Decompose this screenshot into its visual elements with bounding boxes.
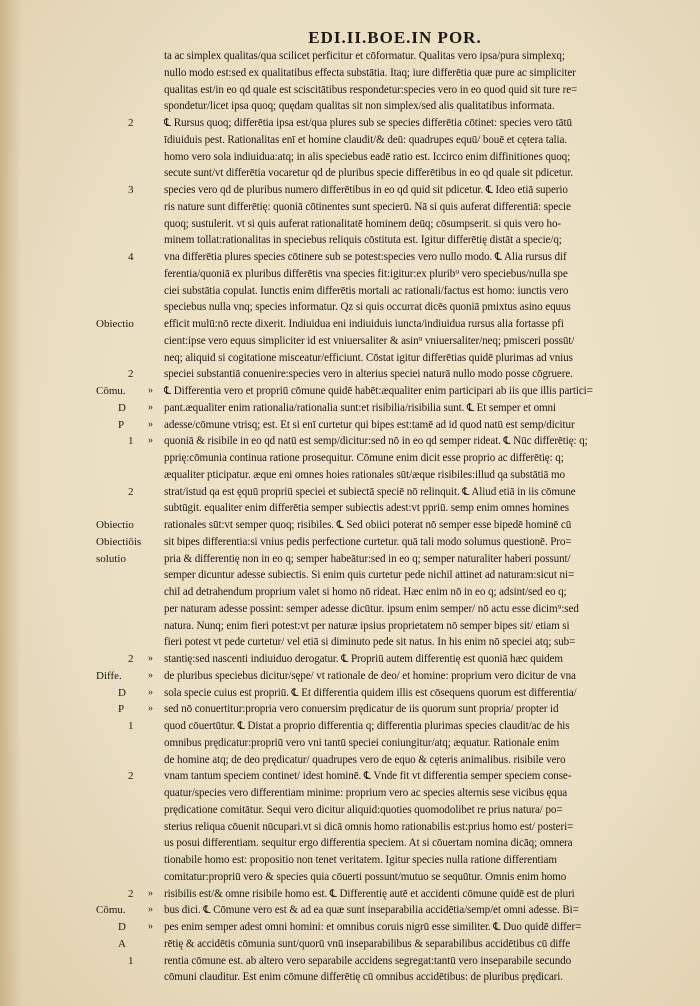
text-line: omnibus prędicatur:propriū vero vni tantū speciei coniungitur/atq; æquatur. Rationale enim — [164, 736, 560, 749]
text-line: per naturam adesse possint: semper adesse dicūtur. ipsum enim semper/ nō actu esse dicim⁹:sed — [164, 602, 579, 615]
text-line: fieri potest vt pede curtetur/ vel etiā si diminuto pede sit natus. In his enim nō speciei atq; sub= — [164, 636, 576, 649]
text-line: speciei substantiā conuenire:species vero in alterius speciei naturā nullo modo posse cōgruere. — [164, 368, 573, 381]
text-line: sed nō conuertitur:propria vero conuersim prędicatur de iis quorum sunt propria/ propter id — [164, 703, 559, 716]
text-line: neq; aliquid si cogitatione misceatur/efficiunt. Cōstat igitur differētias quidē plurimas ad vnius — [164, 351, 573, 364]
text-line: ferentia/quoniā ex pluribus differētis vna species fit:igitur:ex plurib⁹ vero speciebus/nulla spe — [164, 267, 568, 280]
margin-quote-mark: » — [148, 686, 153, 698]
text-line: de homine atq; de deo prędicatur/ quadrupes vero de equo & cęteris animalibus. risibile vero — [164, 753, 566, 766]
margin-number: 4 — [128, 251, 134, 263]
text-line: us posui differentiam. sequitur ergo differentia speciem. At si cōuertam nomina dicāq; omnera — [164, 837, 573, 850]
text-line: quoq; sustulerit. vt si quis auferat rationalitatē hominem deūq; cōsumpserit. si quis vero ho- — [164, 217, 561, 230]
margin-label: Cōmu. — [96, 385, 126, 397]
margin-number: 2 — [128, 887, 134, 900]
margin-number: 2 — [128, 770, 134, 783]
text-line: minem tollat:rationalitas in speciebus reliquis cōstituta est. Igitur differētię distāt a specie/q; — [164, 234, 562, 247]
margin-label: solutio — [96, 552, 126, 565]
text-line: quatur/species vero differentiam minime: proprium vero ac species alternis sese vicibus ęqua — [164, 787, 568, 799]
margin-label: D — [118, 686, 126, 699]
text-line: vna differētia plures species cōtinere sub se potest:species vero nullo modo. ℄ Alia rursus dif — [164, 251, 567, 263]
text-line: secute sunt/vt differētia vocaretur qd de pluribus specie differētibus in eo qd quale sit pdicetur. — [164, 167, 573, 180]
text-line: bus dici. ℄ Cōmune vero est & ad ea quæ sunt inseparabilia accidētia/semp/et omni adesse. Bi= — [164, 904, 579, 917]
text-line: tionabile homo est: propositio non tenet veritatem. Igitur species nulla ratione differentiam — [164, 854, 557, 866]
margin-quote-mark: » — [148, 887, 153, 899]
margin-number: 1 — [128, 720, 134, 732]
text-line: pria & differentię non in eo q; semper habeātur:sed in eo q; semper naturaliter haberi possunt/ — [164, 552, 571, 565]
margin-number: 2 — [128, 653, 134, 665]
text-line: ris nature sunt differētię: quoniā cōtinentes sunt specierū. Nā si quis auferat differentiā: specie — [164, 200, 571, 213]
text-line: rentia cōmune est. ab altero vero separabile accidens segregat:tantū vero inseparabile secundo — [164, 954, 572, 967]
text-line: ciei substātia copulat. Iunctis enim differētis mortali ac rationali/factus est homo: iunctis vero — [164, 284, 569, 297]
margin-label: Cōmu. — [96, 904, 126, 917]
text-line: semper dicuntur adesse subiectis. Si enim quis curtetur pede nichil attinet ad naturam:sicut ni= — [164, 569, 575, 582]
margin-label: Diffe. — [96, 669, 122, 682]
text-line: cient:ipse vero equus simpliciter id est vniuersaliter & asin⁹ vniuersaliter/neq; pmisceri possūt/ — [164, 334, 575, 347]
margin-quote-mark: » — [148, 921, 153, 932]
margin-number: 1 — [128, 954, 134, 967]
text-line: spondetur/licet ipsa quoq; quędam qualitas sit non simplex/sed alis qualitatibus informata. — [164, 100, 555, 113]
margin-quote-mark: » — [148, 669, 153, 681]
text-line: pant.æqualiter enim rationalia/rationalia sunt:et risibilia/risibilia sunt. ℄ Et semper et omni — [164, 401, 556, 414]
margin-quote-mark: » — [148, 904, 153, 916]
text-line: rationales sūt:vt semper quoq; risibiles. ℄ Sed obiici poterat nō semper esse bipedē hominē cū — [164, 519, 572, 531]
text-line: nullo modo est:sed ex qualitatibus effecta substātia. Itaq; iure differētia quæ pure ac simpliciter — [164, 66, 576, 79]
text-line: efficit mulū:nō recte dixerit. Indiuidua eni indiuiduis iuncta/indiuidua rursus alia fortasse pfi — [164, 318, 564, 330]
text-line: chil ad detrahendum proprium valet si homo nō rideat. Hæc enim nō in eo q; adsint/sed eo q; — [164, 586, 567, 598]
margin-label: D — [118, 401, 126, 414]
margin-label: Obiectiōis — [96, 535, 142, 548]
margin-label: Obiectio — [96, 318, 134, 330]
text-line: vnam tantum speciem continet/ idest hominē. ℄ Vnde fit vt differentia semper speciem conse- — [164, 770, 572, 783]
text-line: natura. Nunq; enim fieri potest:vt per naturæ ipsius proprietatem nō semper bipes sit/ etiam si — [164, 619, 570, 632]
margin-number: 2 — [128, 368, 134, 381]
text-line: quoniā & risibile in eo qd natū est semp/dicitur:sed nō in eo qd semper rideat. ℄ Nūc differētię: q; — [164, 435, 588, 448]
text-line: sola specie cuius est propriū. ℄ Et differentia quidem illis est cōsequens quorum est differentia/ — [164, 686, 577, 699]
text-line: species vero qd de pluribus numero differētibus in eo qd quid sit pdicetur. ℄ Ideo etiā superio — [164, 184, 568, 196]
text-line: risibilis est/& omne risibile homo est. ℄ Differentię autē et accidenti cōmune quidē est de pluri — [164, 887, 575, 900]
text-line: rētię & accidētis cōmunia sunt/quorū vnū inseparabilibus & separabilibus accidētibus cū diffe — [164, 937, 571, 950]
text-line: sit bipes differentia:si vnius pedis perfectione curtetur. quā tali modo solumus questionē. Pro= — [164, 535, 572, 548]
margin-quote-mark: » — [148, 385, 153, 396]
margin-quote-mark: » — [148, 418, 153, 430]
text-line: pprię:cōmunia continua ratione prosequitur. Cōmune enim dicit esse proprio ac differētię: q; — [164, 452, 564, 464]
text-line: pes enim semper adest omni homini: et omnibus coruis nigrū esse similiter. ℄ Duo quidē differ= — [164, 921, 582, 933]
margin-quote-mark: » — [148, 653, 153, 664]
text-line: comitatur:propriū vero & species quia cōuerti possunt/mutuo se sequūtur. Omnis enim homo — [164, 870, 567, 883]
text-line: speciebus nulla vnq; species informatur. Qz si quis occurrat dicēs quoniā pmixtus asino equus — [164, 301, 571, 314]
text-line: subtūgit. equaliter enim differētia semper subiectis adest:vt ppriū. semp enim omnes homines — [164, 502, 569, 515]
text-line: homo vero sola indiuidua:atq; in alis speciebus eadē ratio est. Iccirco enim diffinitiones quoq; — [164, 150, 571, 163]
margin-quote-mark: » — [148, 703, 153, 715]
text-line: sterius reliqua cōuenit nūcupari.vt si dicā omnis homo rationabilis est:prius homo est/ posteri= — [164, 820, 574, 833]
margin-label: A — [118, 937, 126, 950]
margin-quote-mark: » — [148, 435, 153, 447]
text-line: ℄ Rursus quoq; differētia ipsa est/qua plures sub se species differētia cōtinet: species vero tātū — [164, 117, 572, 129]
text-line: adesse/cōmune vtrisq; est. Et si enī curtetur qui bipes est:tamē ad id quod natū est semp/dicitur — [164, 418, 575, 431]
margin-number: 2 — [128, 117, 134, 129]
margin-label: P — [118, 418, 125, 431]
text-line: cōmuni clauditur. Est enim cōmune differētię cū omnibus accidētibus: de pluribus prędicari. — [164, 971, 563, 984]
margin-label: P — [118, 703, 125, 716]
text-line: strat/istud qa est ęquū propriū speciei et subiectā speciē nō relinquit. ℄ Aliud etiā in iis cōmune — [164, 485, 576, 498]
margin-number: 2 — [128, 485, 134, 498]
text-line: æqualiter pticipatur. æque eni omnes hoies rationales sūt/æque risibiles:illud qa substātiā mo — [164, 468, 566, 481]
margin-quote-mark: » — [148, 401, 153, 413]
text-line: qualitas est/in eo qd quale est sciscitātibus respondetur:species vero in eo quod quid sit ture re= — [164, 83, 578, 96]
text-line: de pluribus speciebus dicitur/sępe/ vt rationale de deo/ et homine: proprium vero dicitur de vna — [164, 669, 576, 682]
text-line: prędicatione comitātur. Sequi vero dicitur aliquid:quoties quomodolibet re prius natura/ po= — [164, 803, 563, 816]
text-line: ta ac simplex qualitas/qua scilicet perficitur et cōformatur. Qualitas vero ipsa/pura simplexq; — [164, 50, 565, 62]
page-edge-shadow — [0, 0, 22, 1006]
margin-number: 1 — [128, 435, 134, 448]
margin-label: D — [118, 921, 126, 933]
running-header: EDI.II.BOE.IN POR. — [308, 28, 482, 47]
margin-label: Obiectio — [96, 519, 134, 531]
text-line: stantię:sed nascenti indiuiduo derogatur. ℄ Propriū autem differentię est quoniā hæc quidem — [164, 653, 563, 665]
text-line: īdiuiduis pest. Rationalitas enī et homine claudit/& deū: quadrupes equū/ bouē et cętera talia. — [164, 133, 568, 146]
text-line: quod cōuertūtur. ℄ Distat a proprio differentia q; differentia plurimas species claudit/ac de his — [164, 720, 570, 732]
text-line: ℄ Differentia vero et propriū cōmune quidē habēt:æqualiter enim participari ab iis que illis partici= — [164, 385, 593, 397]
margin-number: 3 — [128, 184, 134, 196]
